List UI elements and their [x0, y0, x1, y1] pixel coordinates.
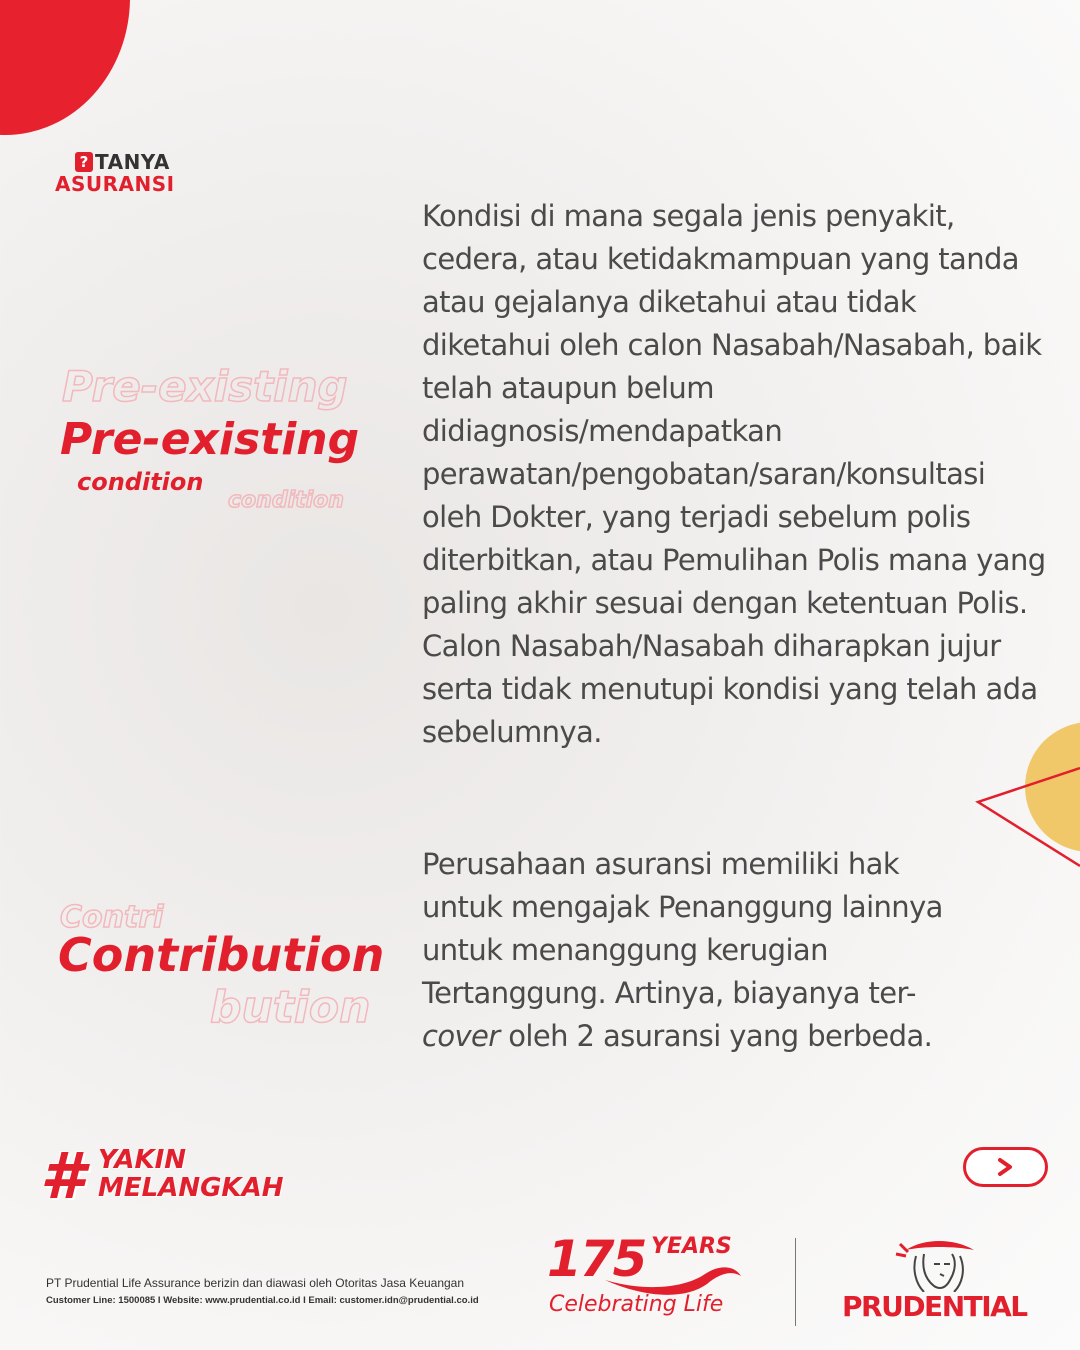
anniversary-years: YEARS	[651, 1234, 732, 1259]
condition-subtitle: condition	[77, 468, 204, 496]
prudential-wordmark: PRUDENTIAL	[842, 1290, 1027, 1323]
contribution-text-part1: Perusahaan asuransi memiliki hak untuk mengajak Penanggung lainnya untuk menanggung kerugian Tertanggung. Artinya, biayanya ter-	[422, 847, 943, 1010]
regulator-statement: PT Prudential Life Assurance berizin dan diawasi oleh Otoritas Jasa Keuangan	[46, 1276, 465, 1290]
contribution-ghost-top: Contri	[60, 900, 164, 935]
contribution-title: Contribution	[58, 928, 385, 982]
preexisting-ghost-text: Pre-existing	[62, 362, 348, 411]
anniversary-number: 175	[547, 1230, 646, 1288]
anniversary-tagline: Celebrating Life	[549, 1292, 724, 1317]
tanya-asuransi-logo	[55, 152, 175, 194]
contribution-text-italic: cover	[422, 1019, 500, 1053]
question-icon: ?	[75, 152, 93, 172]
triangle-outline-decoration	[975, 760, 1080, 870]
contribution-ghost-bottom: bution	[210, 982, 371, 1033]
prudential-logo	[842, 1230, 1042, 1330]
tanya-word: TANYA	[95, 150, 170, 174]
hashtag-line1: YAKIN	[98, 1145, 187, 1175]
contribution-definition	[422, 843, 982, 1058]
corner-decoration-circle	[0, 0, 130, 135]
anniversary-logo	[545, 1230, 750, 1330]
chevron-right-icon	[995, 1157, 1017, 1177]
hashtag-line2: MELANGKAH	[98, 1173, 284, 1203]
next-slide-button[interactable]	[963, 1147, 1048, 1187]
footer-legal	[46, 1276, 516, 1306]
preexisting-title: Pre-existing	[60, 414, 360, 465]
contribution-text-part2: oleh 2 asuransi yang berbeda.	[499, 1019, 933, 1053]
asuransi-word: ASURANSI	[55, 172, 175, 196]
condition-ghost-text: condition	[228, 488, 344, 513]
preexisting-definition: Kondisi di mana segala jenis penyakit, cedera, atau ketidakmampuan yang tanda atau gejalanya diketahui atau tidak diketahui oleh calon Nasabah/Nasabah, baik telah ataupun belum didiagnosis/mendapatkan perawatan/pengobatan/saran/konsultasi oleh Dokter, yang terjadi sebelum polis diterbitkan, atau Pemulihan Polis mana yang paling akhir sesuai dengan ketentuan Polis. Calon Nasabah/Nasabah diharapkan jujur serta tidak menutupi kondisi yang telah ada sebelumnya.	[422, 199, 1046, 749]
prudence-head-icon	[894, 1230, 984, 1292]
hashtag-symbol: #	[40, 1140, 85, 1214]
contact-info: Customer Line: 1500085 I Website: www.prudential.co.id I Email: customer.idn@prudential.co.id	[46, 1295, 479, 1306]
footer-divider	[795, 1238, 796, 1326]
